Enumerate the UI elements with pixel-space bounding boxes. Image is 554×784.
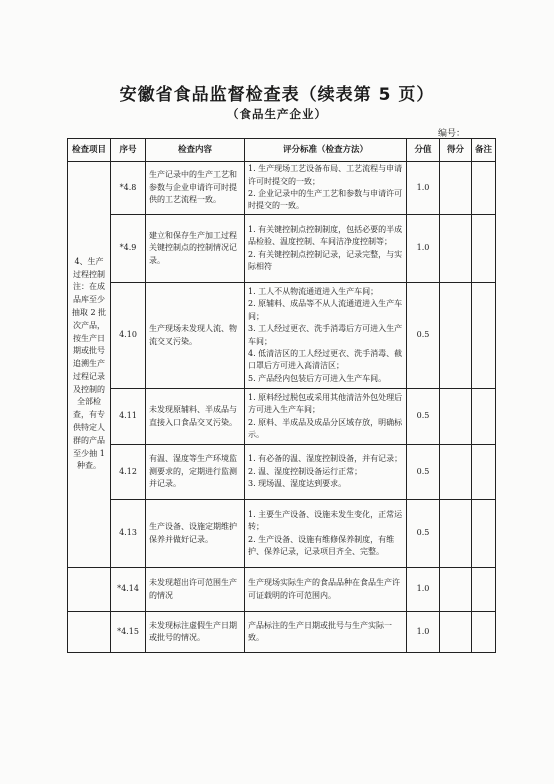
row-score: 0.5	[407, 389, 440, 445]
column-header: 检查项目	[68, 139, 111, 162]
column-header: 检查内容	[146, 139, 245, 162]
table-row	[68, 215, 496, 283]
column-header: 分值	[407, 139, 440, 162]
row-note[interactable]	[472, 283, 496, 389]
table-header-row	[68, 139, 496, 162]
row-note[interactable]	[472, 162, 496, 215]
serial-number-label: 编号：	[438, 129, 466, 139]
column-header: 得分	[440, 139, 472, 162]
table-row	[68, 445, 496, 500]
row-content: 未发现超出许可范围生产的情况	[146, 568, 245, 612]
row-got-score[interactable]	[440, 500, 472, 568]
row-number: *4.8	[111, 162, 146, 215]
table-row	[68, 162, 496, 215]
row-standard: 产品标注的生产日期或批号与生产实际一致。	[245, 612, 407, 653]
row-content: 有温、湿度等生产环境监测要求的，定期进行监测并记录。	[146, 445, 245, 500]
row-got-score[interactable]	[440, 612, 472, 653]
row-standard: 1. 主要生产设备、设施未发生变化，正常运转； 2. 生产设备、设施有维修保养制度，有维护、保养记录，记录项目齐全、完整。	[245, 500, 407, 568]
table-row	[68, 612, 496, 653]
table-row	[68, 389, 496, 445]
row-standard: 1. 工人不从物流通道进入生产车间； 2. 原辅料、成品等不从人流通道进入生产车间； 3. 工人经过更衣、洗手消毒后方可进入生产车间； 4. 低清洁区的工人经过更衣、洗手消毒、截口罩后方可进入高清洁区； 5. 产品经内包装后方可进入生产车间。	[245, 283, 407, 389]
row-standard: 1. 生产现场工艺设备布局、工艺流程与申请许可时提交的一致； 2. 企业记录中的生产工艺和参数与申请许可时提交的一致。	[245, 162, 407, 215]
item-category-empty	[68, 568, 111, 612]
row-standard: 1. 有必备的温、湿度控制设备，并有记录； 2. 温、湿度控制设备运行正常； 3. 现场温、湿度达到要求。	[245, 445, 407, 500]
row-standard: 1. 有关键控制点控制制度，包括必要的半成品检验、温度控制、车间洁净度控制等； 2. 有关键控制点控制记录，记录完整，与实际相符	[245, 215, 407, 283]
row-note[interactable]	[472, 500, 496, 568]
row-got-score[interactable]	[440, 389, 472, 445]
row-got-score[interactable]	[440, 445, 472, 500]
row-number: 4.12	[111, 445, 146, 500]
row-got-score[interactable]	[440, 215, 472, 283]
row-note[interactable]	[472, 568, 496, 612]
table-row	[68, 568, 496, 612]
row-standard: 生产现场实际生产的食品品种在食品生产许可证载明的许可范围内。	[245, 568, 407, 612]
table-row	[68, 500, 496, 568]
row-score: 0.5	[407, 445, 440, 500]
row-got-score[interactable]	[440, 568, 472, 612]
row-content: 生产现场未发现人流、物流交叉污染。	[146, 283, 245, 389]
item-category-text: 4、生产过程控制 注：在成品库至少抽取 2 批次产品，按生产日期或批号追溯生产过程记录及控制的全部检查，有专供特定人群的产品至少抽 1 种查。	[71, 256, 107, 471]
row-number: 4.11	[111, 389, 146, 445]
row-score: 1.0	[407, 568, 440, 612]
table-row	[68, 283, 496, 389]
row-score: 0.5	[407, 283, 440, 389]
row-note[interactable]	[472, 612, 496, 653]
row-note[interactable]	[472, 389, 496, 445]
page-subtitle: （食品生产企业）	[227, 107, 327, 121]
row-note[interactable]	[472, 445, 496, 500]
row-number: *4.15	[111, 612, 146, 653]
row-score: 1.0	[407, 162, 440, 215]
row-number: 4.10	[111, 283, 146, 389]
row-content: 未发现标注虚假生产日期或批号的情况。	[146, 612, 245, 653]
row-content: 生产设备、设施定期维护保养并做好记录。	[146, 500, 245, 568]
row-number: *4.14	[111, 568, 146, 612]
row-content: 建立和保存生产加工过程关键控制点的控制情况记录。	[146, 215, 245, 283]
row-note[interactable]	[472, 215, 496, 283]
row-number: 4.13	[111, 500, 146, 568]
item-category-empty	[68, 612, 111, 653]
row-score: 1.0	[407, 215, 440, 283]
row-number: *4.9	[111, 215, 146, 283]
column-header: 评分标准（检查方法）	[245, 139, 407, 162]
row-content: 生产记录中的生产工艺和参数与企业申请许可时提供的工艺流程一致。	[146, 162, 245, 215]
row-standard: 1. 原料经过脱包或采用其他清洁外包处理后方可进入生产车间； 2. 原料、半成品及成品分区域存放，明确标示。	[245, 389, 407, 445]
column-header: 序号	[111, 139, 146, 162]
row-got-score[interactable]	[440, 283, 472, 389]
item-category-cell	[68, 162, 111, 568]
row-score: 0.5	[407, 500, 440, 568]
row-content: 未发现原辅料、半成品与直接入口食品交叉污染。	[146, 389, 245, 445]
row-got-score[interactable]	[440, 162, 472, 215]
inspection-table	[67, 138, 496, 653]
row-score: 1.0	[407, 612, 440, 653]
column-header: 备注	[472, 139, 496, 162]
page-title: 安徽省食品监督检查表（续表第 5 页）	[119, 85, 435, 105]
